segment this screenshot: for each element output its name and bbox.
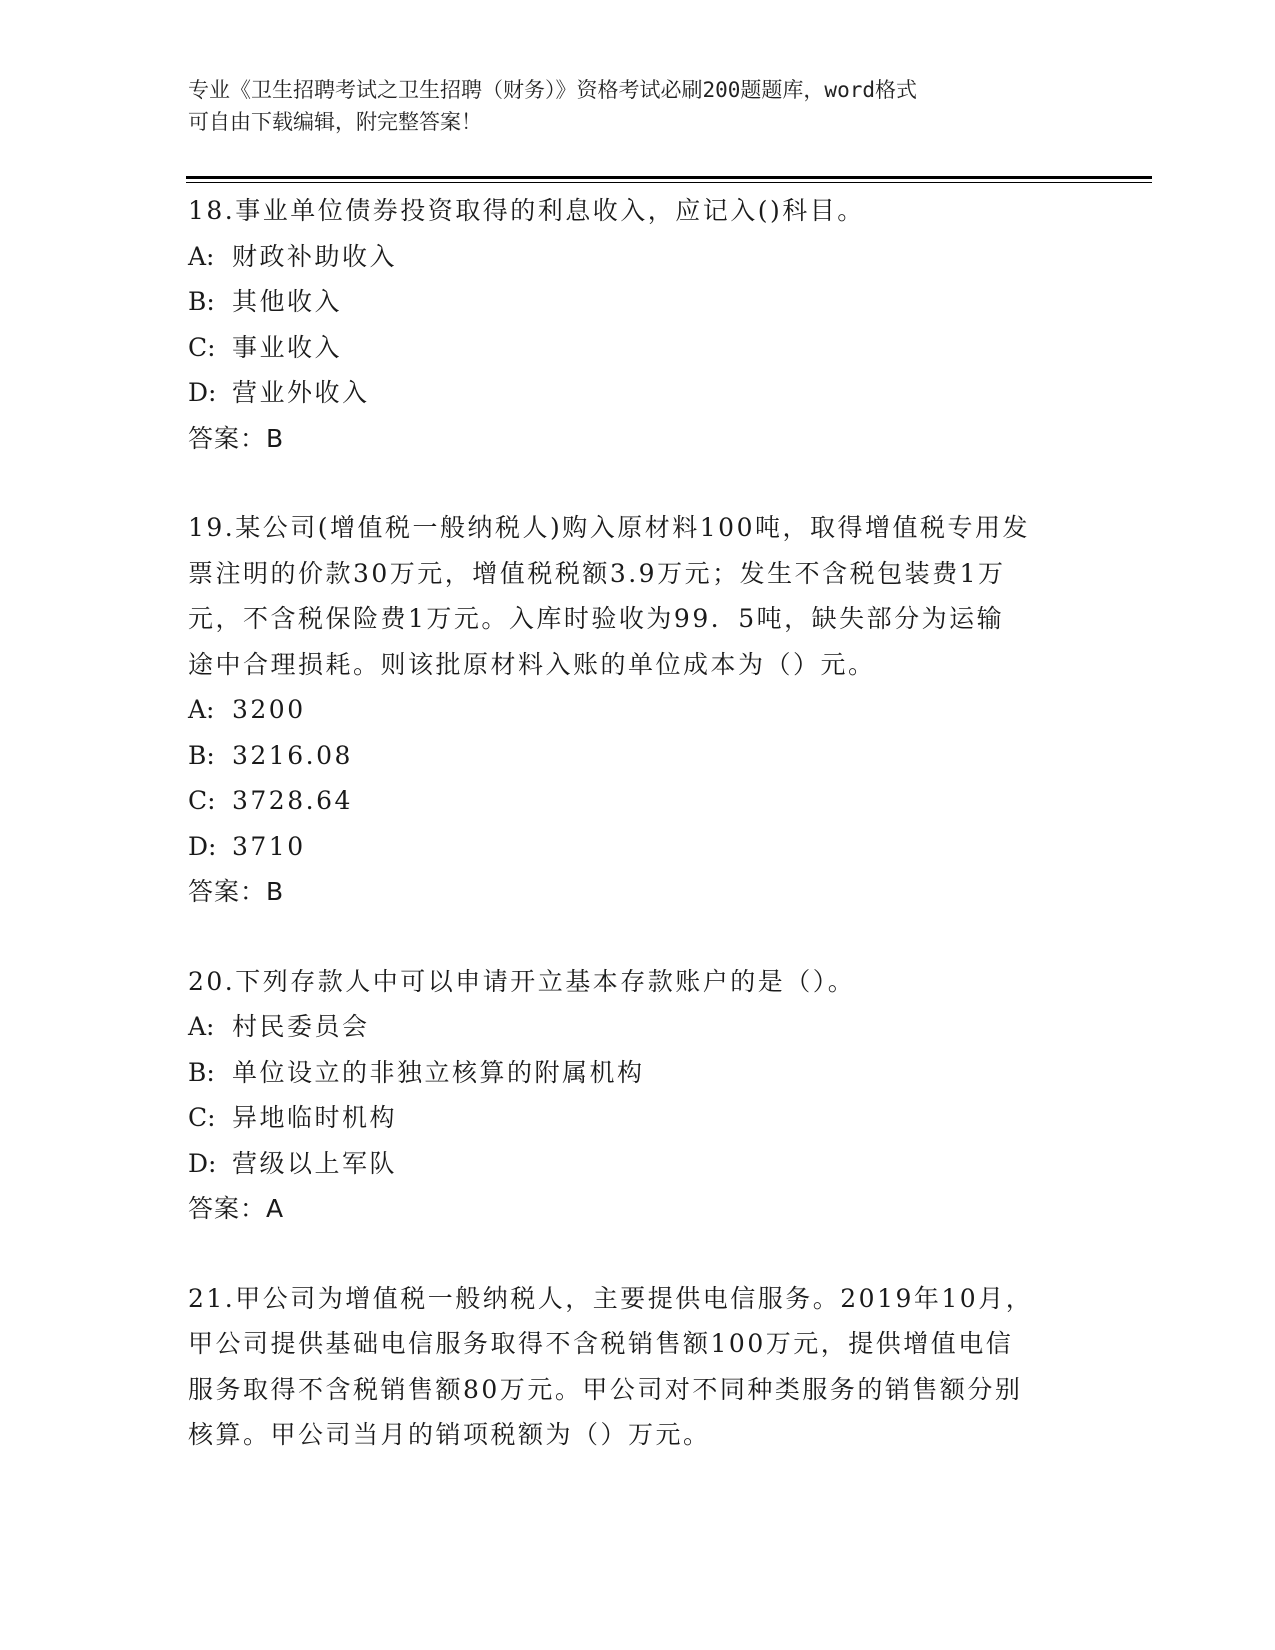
answer-line: 答案：B (188, 877, 285, 906)
question-text-line-3: 元，不含税保险费1万元。入库时验收为99．5吨，缺失部分为运输 (188, 604, 1005, 633)
option-text: 3710 (232, 831, 306, 861)
question-18 (188, 188, 1088, 461)
option-label: D: (188, 831, 217, 861)
question-21 (188, 1276, 1088, 1458)
header-divider-thin (186, 182, 1152, 183)
option-label: D: (188, 1148, 217, 1178)
document-header (188, 74, 1088, 138)
question-text-line-4: 核算。甲公司当月的销项税额为（）万元。 (188, 1420, 711, 1449)
option-text: 3728.64 (232, 786, 353, 815)
option-d (188, 1141, 1088, 1187)
question-spacer (188, 1232, 1088, 1276)
question-text-line-1: 21.甲公司为增值税一般纳税人，主要提供电信服务。2019年10月， (188, 1283, 1034, 1313)
option-label: B: (188, 1057, 215, 1087)
option-a (188, 687, 1088, 733)
option-text: 3200 (232, 695, 306, 724)
option-text: 事业收入 (232, 332, 343, 362)
option-text: 3216.08 (232, 740, 353, 770)
option-a (188, 1004, 1088, 1050)
answer-line: 答案：B (188, 423, 285, 453)
option-text: 营级以上军队 (232, 1148, 398, 1178)
answer-line: 答案：A (188, 1194, 285, 1223)
option-a (188, 234, 1088, 280)
question-text: 18.事业单位债券投资取得的利息收入，应记入()科目。 (188, 196, 865, 225)
question-text-line-2: 甲公司提供基础电信服务取得不含税销售额100万元，提供增值电信 (188, 1329, 1014, 1358)
option-text: 其他收入 (232, 287, 343, 316)
option-text: 营业外收入 (232, 378, 370, 407)
question-text-line-1: 19.某公司(增值税一般纳税人)购入原材料100吨，取得增值税专用发 (188, 513, 1030, 542)
header-line-2: 可自由下载编辑，附完整答案！ (188, 110, 482, 134)
header-divider-thick (186, 176, 1152, 179)
question-text-line-3: 服务取得不含税销售额80万元。甲公司对不同种类服务的销售额分别 (188, 1374, 1023, 1404)
option-label: B: (188, 287, 215, 316)
option-text: 单位设立的非独立核算的附属机构 (232, 1057, 645, 1087)
question-list (188, 188, 1088, 1458)
option-label: A: (188, 695, 215, 724)
option-text: 村民委员会 (232, 1012, 370, 1041)
question-19 (188, 505, 1088, 915)
option-text: 财政补助收入 (232, 241, 398, 271)
option-c (188, 325, 1088, 371)
question-text: 20.下列存款人中可以申请开立基本存款账户的是（）。 (188, 966, 856, 996)
option-text: 异地临时机构 (232, 1103, 398, 1132)
question-spacer (188, 915, 1088, 959)
option-d (188, 370, 1088, 416)
option-label: C: (188, 332, 216, 362)
question-text-line-4: 途中合理损耗。则该批原材料入账的单位成本为（）元。 (188, 649, 876, 679)
option-label: A: (188, 1012, 215, 1041)
question-text-line-2: 票注明的价款30万元，增值税税额3.9万元；发生不含税包装费1万 (188, 558, 1006, 588)
option-label: D: (188, 378, 217, 407)
option-label: B: (188, 740, 215, 770)
option-label: C: (188, 786, 216, 815)
option-b (188, 279, 1088, 325)
option-c (188, 778, 1088, 824)
option-d (188, 824, 1088, 870)
question-spacer (188, 461, 1088, 505)
option-c (188, 1095, 1088, 1141)
option-label: C: (188, 1103, 216, 1132)
option-label: A: (188, 241, 215, 271)
option-b (188, 733, 1088, 779)
question-20 (188, 959, 1088, 1232)
header-line-1: 专业《卫生招聘考试之卫生招聘（财务）》资格考试必刷200题题库，word格式 (188, 78, 917, 102)
option-b (188, 1050, 1088, 1096)
